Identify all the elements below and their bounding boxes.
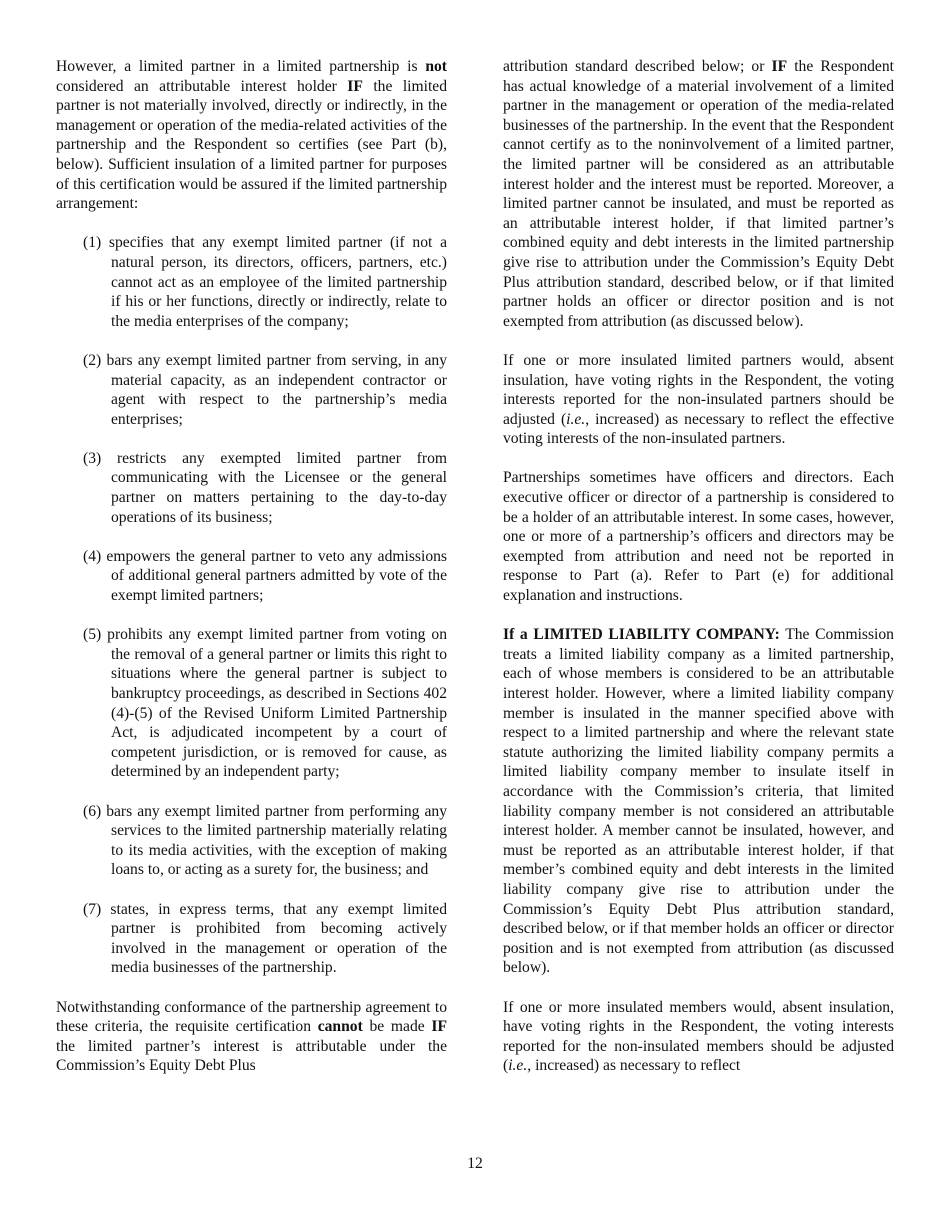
criteria-item-4: (4) empowers the general partner to veto any admissions of additional general partners admitted by vote of the exempt limited partners;: [83, 547, 447, 605]
left-column: [56, 57, 447, 1095]
page-number: 12: [467, 1155, 483, 1172]
llc-paragraph: If a LIMITED LIABILITY COMPANY: The Commission treats a limited liability company as a limited partnership, each of whose members is considered to be an attributable interest holder. However, where a limited liability company member is insulated in the manner specified above with respect to a limited partnership and where the relevant state statute authorizing the limited liability company permits a limited liability company member to insulate itself in accordance with the Commission’s criteria, that limited liability company member is not considered an attributable interest holder. A member cannot be insulated, however, and must be reported as an attributable interest holder, if that member’s combined equity and debt interests in the limited liability company give rise to attribution under the Commission’s Equity Debt Plus attribution standard, described below, or if that member holds an officer or director position and is not exempted from attribution (as discussed below).: [503, 626, 894, 977]
criteria-item-7: (7) states, in express terms, that any exempt limited partner is prohibited from becoming actively involved in the management or operation of the media businesses of the partnership.: [83, 900, 447, 977]
right-column: [503, 57, 894, 1095]
voting-rights-partners-paragraph: If one or more insulated limited partners would, absent insulation, have voting rights in the Respondent, the voting interests reported for the non-insulated partners should be adjusted (i.e., increased) as necessary to reflect the effective voting interests of the non-insulated partners.: [503, 351, 894, 448]
voting-rights-members-paragraph: If one or more insulated members would, absent insulation, have voting rights in the Respondent, the voting interests reported for the non-insulated members should be adjusted (i.e., increased) as necessary to reflect: [503, 998, 894, 1075]
intro-paragraph: However, a limited partner in a limited partnership is not considered an attributable interest holder IF the limited partner is not materially involved, directly or indirectly, in the management or operation of the media-related activities of the partnership and the Respondent so certifies (see Part (b), below). Sufficient insulation of a limited partner for purposes of this certification would be assured if the limited partnership arrangement:: [56, 58, 448, 213]
officers-directors-paragraph: Partnerships sometimes have officers and directors. Each executive officer or director of a partnership is considered to be a holder of an attributable interest. In some cases, however, one or more of a partnership’s officers and directors may be exempted from attribution and need not be reported in response to Part (a). Refer to Part (e) for additional explanation and instructions.: [503, 469, 894, 605]
criteria-item-1: (1) specifies that any exempt limited partner (if not a natural person, its directors, officers, partners, etc.) cannot act as an employee of the limited partnership if his or her functions, directly or indirectly, relate to the media enterprises of the company;: [83, 234, 447, 330]
closing-paragraph: Notwithstanding conformance of the partnership agreement to these criteria, the requisite certification cannot be made IF the limited partner’s interest is attributable under the Commission’s Equity Debt Plus: [56, 998, 447, 1075]
criteria-item-6: (6) bars any exempt limited partner from performing any services to the limited partnership materially relating to its media activities, with the exception of making loans to, or acting as a surety for, the business; and: [83, 802, 447, 879]
criteria-item-3: (3) restricts any exempted limited partner from communicating with the Licensee or the general partner on matters pertaining to the day-to-day operations of its business;: [83, 449, 447, 526]
continuation-paragraph: attribution standard described below; or IF the Respondent has actual knowledge of a material involvement of a limited partner in the management or operation of the media-related businesses of the partnership. In the event that the Respondent cannot certify as to the noninvolvement of a limited partner, the limited partner will be considered as an attributable interest holder and the interest must be reported. Moreover, a limited partner cannot be insulated, and must be reported as an attributable interest holder, if that limited partner’s combined equity and debt interests in the limited partnership give rise to attribution under the Commission’s Equity Debt Plus attribution standard, described below, or if that limited partner holds an officer or director position and is not exempted from attribution (as discussed below).: [503, 58, 894, 330]
criteria-item-2: (2) bars any exempt limited partner from serving, in any material capacity, as an independent contractor or agent with respect to the partnership’s media enterprises;: [83, 351, 447, 428]
criteria-item-5: (5) prohibits any exempt limited partner from voting on the removal of a general partner or limits this right to situations where the general partner is subject to bankruptcy proceedings, as described in Sections 402 (4)-(5) of the Revised Uniform Limited Partnership Act, is adjudicated incompetent by a court of competent jurisdiction, or is removed for cause, as determined by an independent party;: [83, 626, 447, 781]
